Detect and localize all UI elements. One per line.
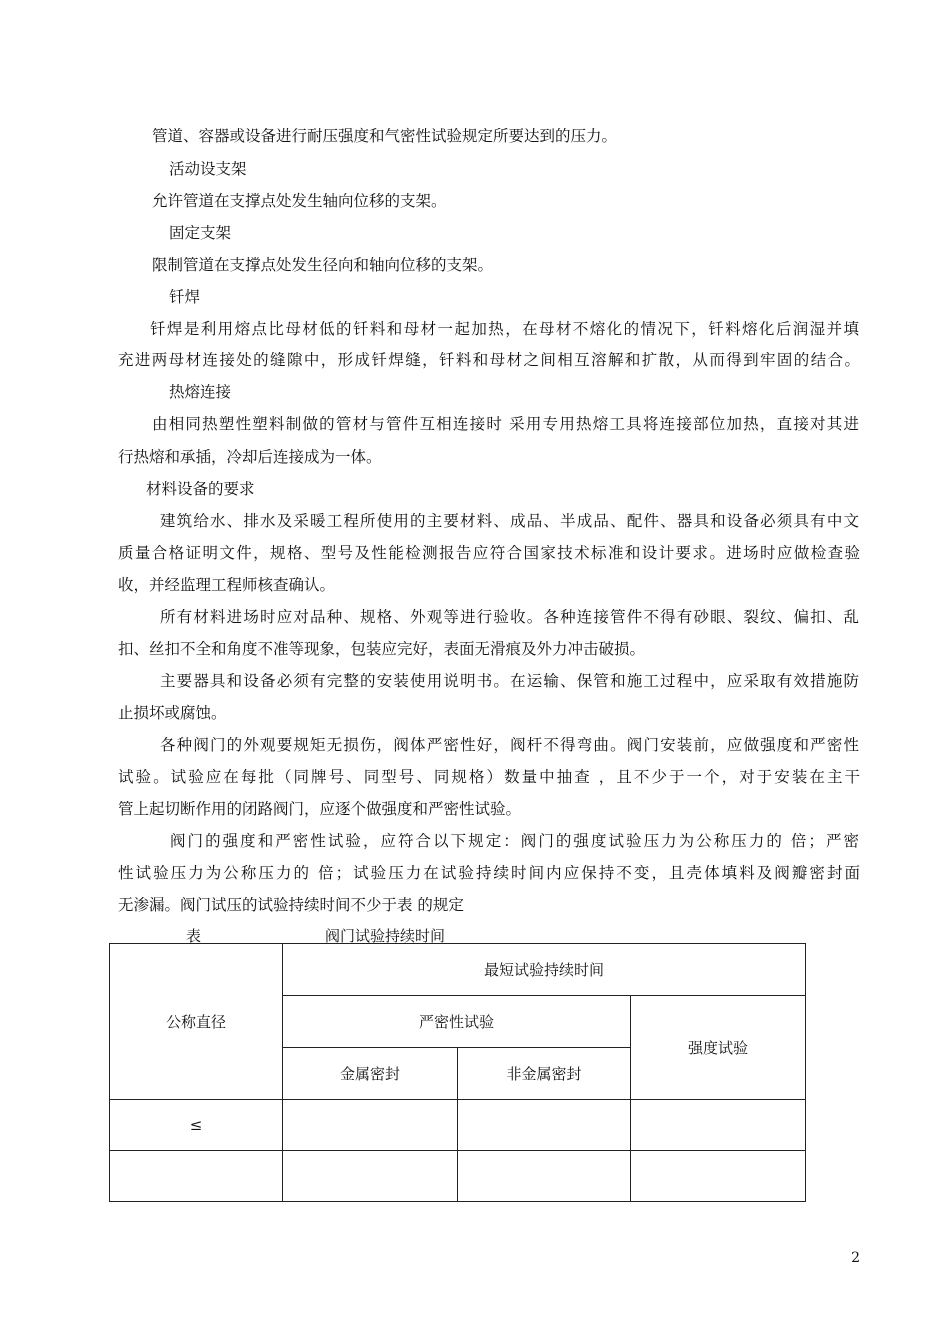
paragraph-line: 限制管道在支撑点处发生径向和轴向位移的支架。 <box>152 256 494 274</box>
cell-strength <box>631 1151 806 1202</box>
paragraph-line: 主要器具和设备必须有完整的安装使用说明书。在运输、保管和施工过程中，应采取有效措施防 <box>160 672 859 690</box>
term-heading: 固定支架 <box>169 224 232 242</box>
paragraph-line: 止损坏或腐蚀。 <box>118 704 227 722</box>
paragraph-line: 试验。试验应在每批（同牌号、同型号、同规格）数量中抽查 ，且不少于一个，对于安装在主干 <box>118 768 860 786</box>
cell-nonmetal-seal <box>458 1100 631 1151</box>
cell-diameter <box>110 1151 283 1202</box>
cell-strength <box>631 1100 806 1151</box>
cell-metal-seal <box>283 1100 458 1151</box>
paragraph-line: 所有材料进场时应对品种、规格、外观等进行验收。各种连接管件不得有砂眼、裂纹、偏扣、乱 <box>160 608 859 626</box>
paragraph-line: 管上起切断作用的闭路阀门，应逐个做强度和严密性试验。 <box>118 800 522 818</box>
term-heading: 活动设支架 <box>169 160 247 178</box>
header-strength-test: 强度试验 <box>631 996 806 1100</box>
valve-test-duration-table <box>109 943 806 1202</box>
paragraph-line: 充进两母材连接处的缝隙中，形成钎焊缝，钎料和母材之间相互溶解和扩散，从而得到牢固的结合。 <box>118 351 860 369</box>
header-nominal-diameter: 公称直径 <box>110 944 283 1100</box>
header-metal-seal: 金属密封 <box>283 1048 458 1100</box>
header-min-duration: 最短试验持续时间 <box>283 944 806 996</box>
table-row <box>110 1100 806 1151</box>
table-caption-label: 表 <box>186 927 202 945</box>
paragraph-line: 扣、丝扣不全和角度不准等现象，包装应完好，表面无滑痕及外力冲击破损。 <box>118 640 646 658</box>
paragraph-line: 无渗漏。阀门试压的试验持续时间不少于表 的规定 <box>118 896 464 914</box>
cell-nonmetal-seal <box>458 1151 631 1202</box>
page-number: 2 <box>851 1250 860 1266</box>
table-caption-title: 阀门试验持续时间 <box>325 927 446 945</box>
paragraph-line: 行热熔和承插，冷却后连接成为一体。 <box>118 448 382 466</box>
paragraph-line: 收，并经监理工程师核查确认。 <box>118 576 336 594</box>
paragraph-line: 阀门的强度和严密性试验，应符合以下规定：阀门的强度试验压力为公称压力的 倍；严密 <box>170 832 859 850</box>
paragraph-line: 性试验压力为公称压力的 倍；试验压力在试验持续时间内应保持不变，且壳体填料及阀瓣密封面 <box>118 864 860 882</box>
paragraph-line: 允许管道在支撑点处发生轴向位移的支架。 <box>152 192 447 210</box>
term-heading: 钎焊 <box>169 288 201 306</box>
paragraph-line: 钎焊是利用熔点比母材低的钎料和母材一起加热，在母材不熔化的情况下，钎料熔化后润湿并填 <box>150 320 859 338</box>
section-heading: 材料设备的要求 <box>146 480 255 498</box>
header-nonmetal-seal: 非金属密封 <box>458 1048 631 1100</box>
header-tightness-test: 严密性试验 <box>283 996 631 1048</box>
cell-diameter: ≤ <box>110 1100 283 1151</box>
cell-metal-seal <box>283 1151 458 1202</box>
paragraph-line: 管道、容器或设备进行耐压强度和气密性试验规定所要达到的压力。 <box>152 127 618 145</box>
paragraph-line: 质量合格证明文件，规格、型号及性能检测报告应符合国家技术标准和设计要求。进场时应做检查验 <box>118 544 860 562</box>
paragraph-line: 建筑给水、排水及采暖工程所使用的主要材料、成品、半成品、配件、器具和设备必须具有中文 <box>160 512 859 530</box>
table-row <box>110 1151 806 1202</box>
paragraph-line: 各种阀门的外观要规矩无损伤，阀体严密性好，阀杆不得弯曲。阀门安装前，应做强度和严密性 <box>160 736 859 754</box>
paragraph-line: 由相同热塑性塑料制做的管材与管件互相连接时 采用专用热熔工具将连接部位加热，直接对其进 <box>152 415 859 433</box>
term-heading: 热熔连接 <box>169 383 232 401</box>
